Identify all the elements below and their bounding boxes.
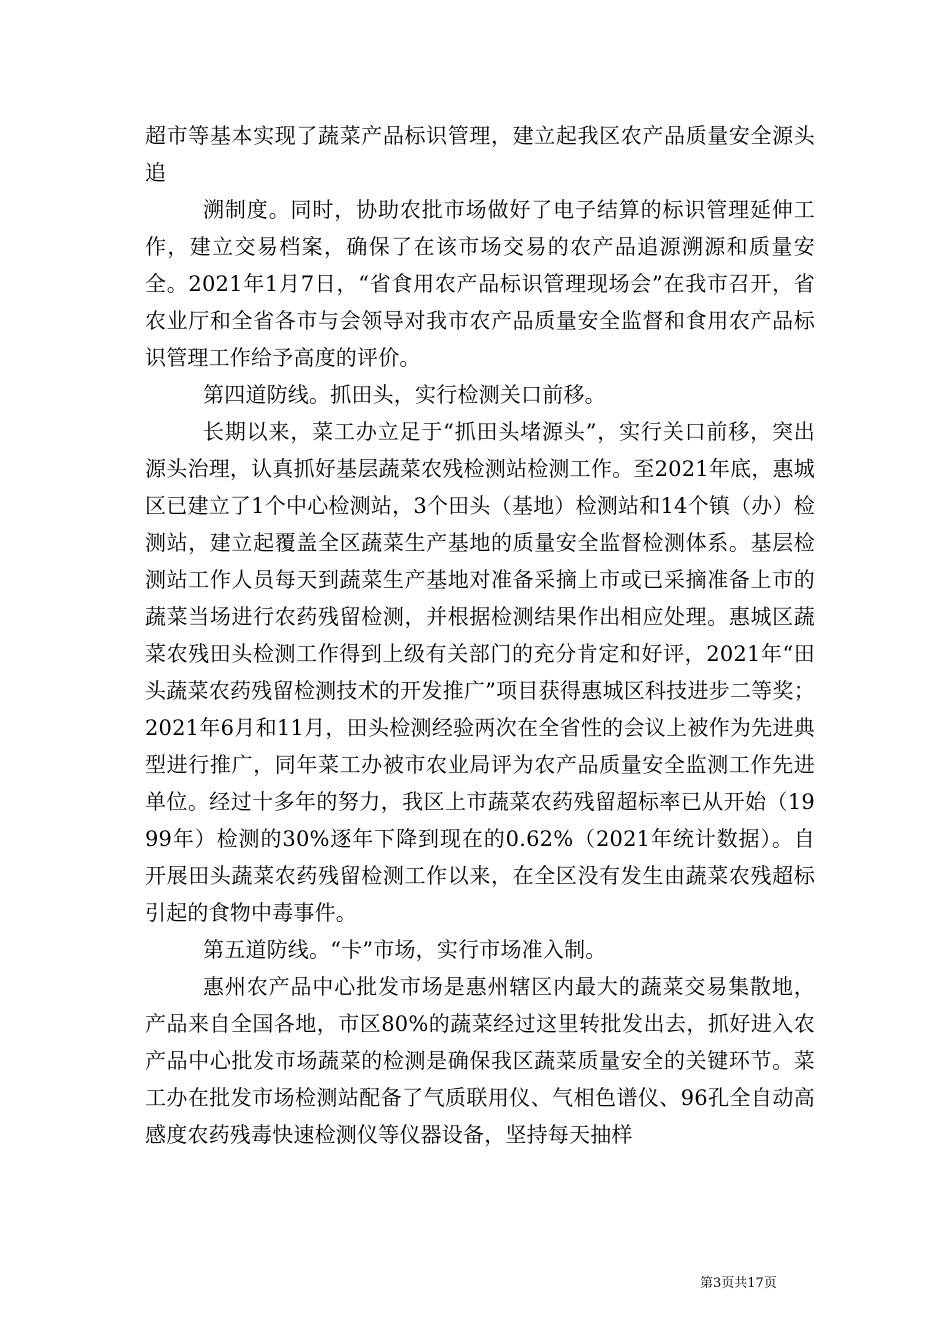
paragraph-field-testing: 长期以来，菜工办立足于“抓田头堵源头”，实行关口前移，突出源头治理，认真抓好基层蔬菜农残检测站检测工作。至2021年底，惠城区已建立了1个中心检测站，3个田头（基地）检测站和14个镇（办）检测站，建立起覆盖全区蔬菜生产基地的质量安全监督检测体系。基层检测站工作人员每天到蔬菜生产基地对准备采摘上市或已采摘准备上市的蔬菜当场进行农药残留检测，并根据检测结果作出相应处理。惠城区蔬菜农残田头检测工作得到上级有关部门的充分肯定和好评，2021年“田头蔬菜农药残留检测技术的开发推广”项目获得惠城区科技进步二等奖；2021年6月和11月，田头检测经验两次在全省性的会议上被作为先进典型进行推广，同年菜工办被市农业局评为农产品质量安全监测工作先进单位。经过十多年的努力，我区上市蔬菜农药残留超标率已从开始（1999年）检测的30%逐年下降到现在的0.62%（2021年统计数据）。自开展田头蔬菜农药残留检测工作以来，在全区没有发生由蔬菜农残超标引起的食物中毒事件。	[145, 420, 815, 925]
page-number-footer: 第3页共17页	[700, 1276, 777, 1291]
paragraph-continued: 超市等基本实现了蔬菜产品标识管理，建立起我区农产品质量安全源头追	[145, 124, 815, 185]
paragraph-traceability: 溯制度。同时，协助农批市场做好了电子结算的标识管理延伸工作，建立交易档案，确保了在该市场交易的农产品追源溯源和质量安全。2021年1月7日，“省食用农产品标识管理现场会”在我市召开，省农业厅和全省各市与会领导对我市农产品质量安全监督和食用农产品标识管理工作给予高度的评价。	[145, 198, 815, 370]
section-heading-fourth-defense: 第四道防线。抓田头，实行检测关口前移。	[203, 383, 606, 407]
paragraph-wholesale-market: 惠州农产品中心批发市场是惠州辖区内最大的蔬菜交易集散地，产品来自全国各地，市区80%的蔬菜经过这里转批发出去，抓好进入农产品中心批发市场蔬菜的检测是确保我区蔬菜质量安全的关键环节。菜工办在批发市场检测站配备了气质联用仪、气相色谱仪、96孔全自动高感度农药残毒快速检测仪等仪器设备，坚持每天抽样	[145, 975, 815, 1147]
section-heading-fifth-defense: 第五道防线。“卡”市场，实行市场准入制。	[203, 938, 607, 962]
body-text	[145, 118, 815, 1154]
